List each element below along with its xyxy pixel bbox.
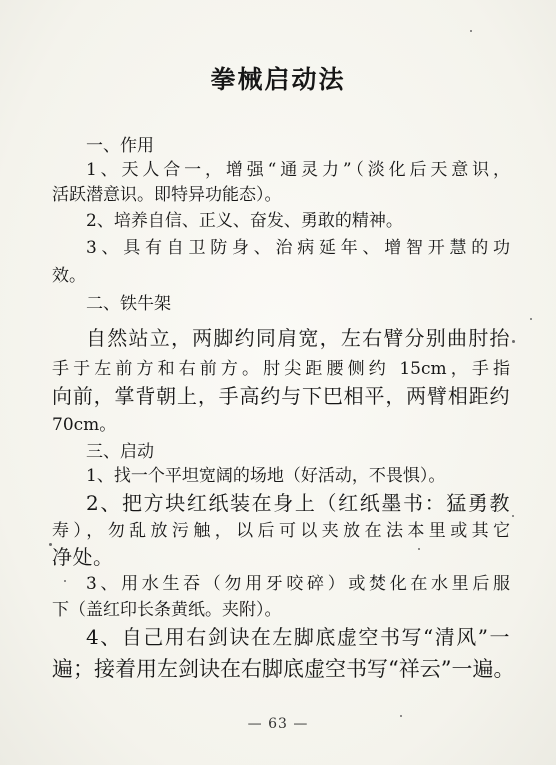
paragraph-line: 效。: [52, 266, 86, 286]
paragraph-line: 1、找一个平坦宽阔的场地（好活动，不畏惧）。: [86, 466, 446, 486]
scan-speck: [49, 543, 52, 546]
scan-speck: [418, 548, 420, 550]
scan-speck: [512, 340, 515, 343]
scan-speck: [470, 30, 472, 32]
paragraph-line: 4、自己用右剑诀在左脚底虚空书写“清风”一: [86, 625, 510, 649]
scan-speck: [512, 515, 514, 517]
paragraph-line: 1、天人合一，增强“通灵力”（淡化后天意识，: [86, 160, 510, 180]
paragraph-line: 手于左前方和右前方。肘尖距腰侧约 15cm，手指: [52, 359, 510, 379]
paragraph-line: 下（盖红印长条黄纸。夹附）。: [52, 600, 282, 620]
paragraph-line: 向前，掌背朝上，手高约与下巴相平，两臂相距约: [52, 384, 510, 408]
paragraph-line: 2、培养自信、正义、奋发、勇敢的精神。: [86, 211, 403, 231]
paragraph-line: 寿），勿乱放污触，以后可以夹放在法本里或其它: [52, 521, 510, 541]
section-heading-purpose: 一、作用: [86, 136, 154, 156]
scan-speck: [64, 580, 66, 582]
paragraph-line: 2、把方块红纸装在身上（红纸墨书：猛勇教: [86, 491, 510, 515]
scan-speck: [400, 715, 402, 717]
page-number: — 63 —: [247, 716, 309, 732]
paragraph-line: 3、具有自卫防身、治病延年、增智开慧的功: [86, 238, 510, 258]
paragraph-line: 净处。: [52, 545, 114, 569]
paragraph-line: 活跃潜意识。即特异功能态）。: [52, 185, 282, 205]
paragraph-line: 自然站立，两脚约同肩宽，左右臂分别曲肘抬: [86, 326, 510, 350]
section-heading-iron-ox-stance: 二、铁牛架: [86, 294, 171, 314]
paragraph-line: 70cm。: [52, 415, 117, 435]
paragraph-line: 遍；接着用左剑诀在右脚底虚空书写“祥云”一遍。: [52, 657, 515, 681]
page-title: 拳械启动法: [210, 65, 346, 94]
scan-speck: [530, 318, 532, 320]
section-heading-activation: 三、启动: [86, 442, 154, 462]
paragraph-line: 3、用水生吞（勿用牙咬碎）或焚化在水里后服: [86, 574, 510, 594]
